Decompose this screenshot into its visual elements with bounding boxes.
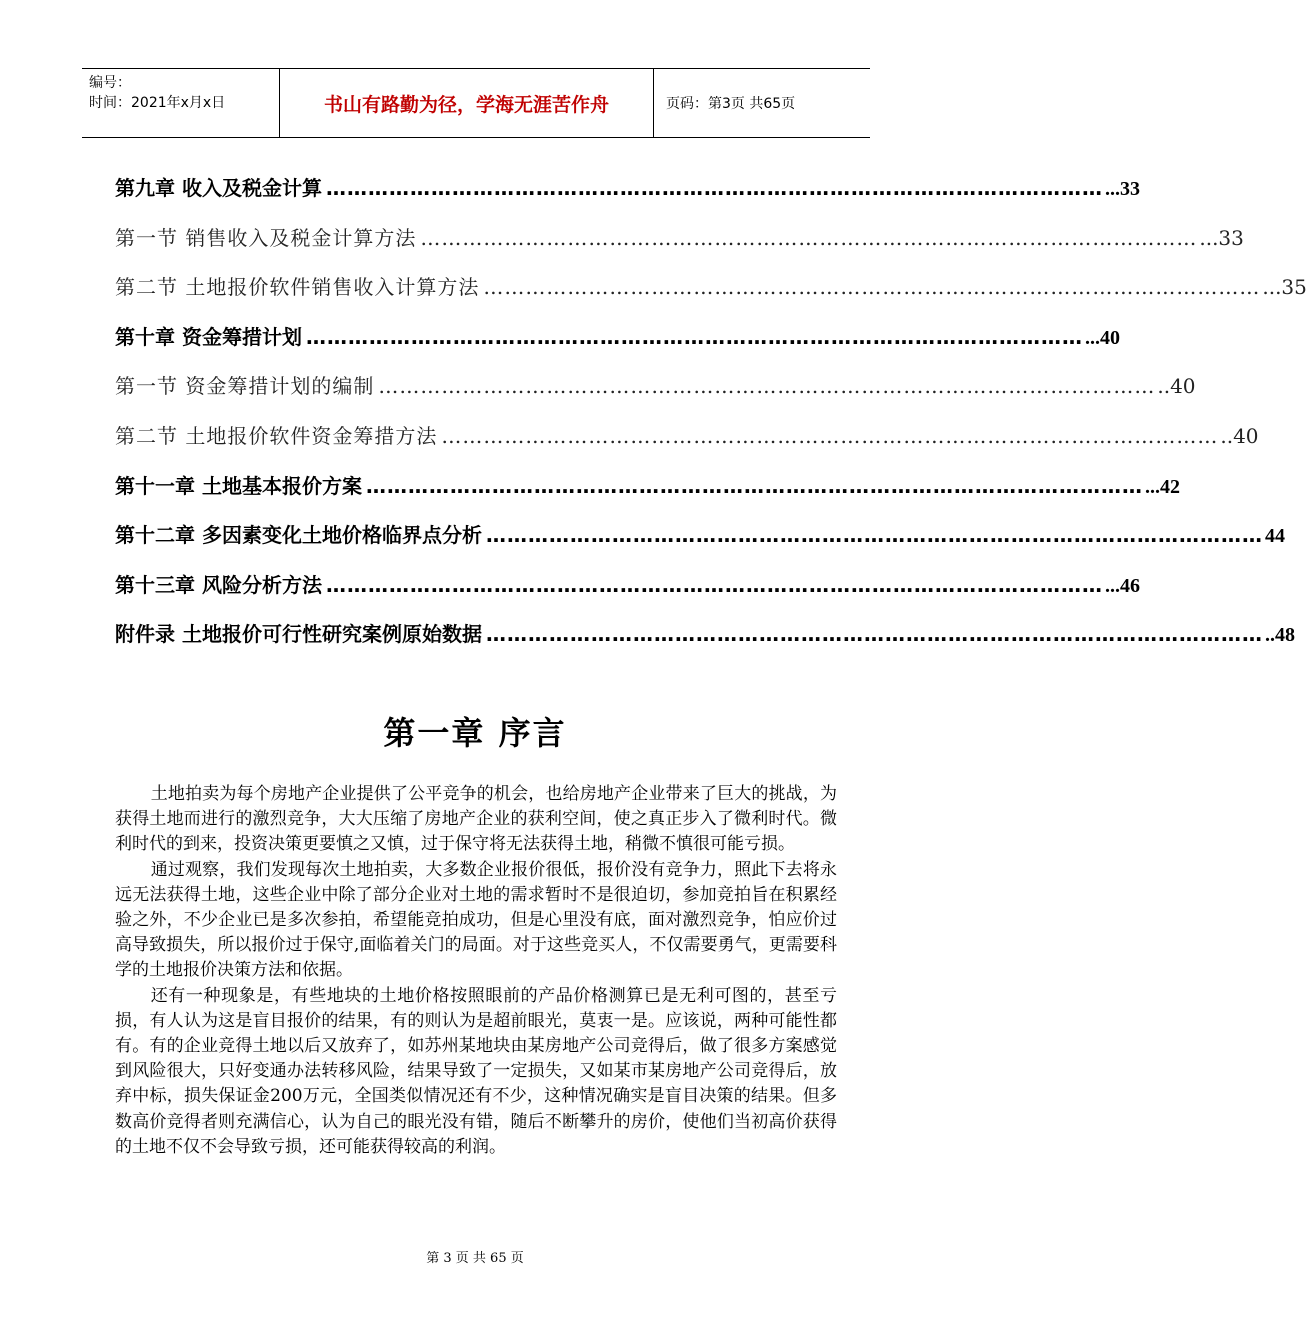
- toc-entry[interactable]: [115, 569, 1140, 619]
- toc-page: ..48: [1264, 624, 1295, 647]
- toc-entry[interactable]: [115, 470, 1180, 520]
- toc-title: 第十一章 土地基本报价方案: [115, 473, 362, 498]
- toc-page: ..40: [1157, 374, 1196, 399]
- toc-page: 44: [1264, 525, 1285, 548]
- paragraph: 土地拍卖为每个房地产企业提供了公平竞争的机会，也给房地产企业带来了巨大的挑战，为获得土地而进行的激烈竞争，大大压缩了房地产企业的获利空间，使之真正步入了微利时代。微利时代的到来，投资决策更要慎之又慎，过于保守将无法获得土地，稍微不慎很可能亏损。: [115, 784, 837, 855]
- body-text: [115, 782, 837, 1160]
- table-of-contents: [115, 172, 1307, 668]
- toc-page: ...35: [1262, 275, 1307, 300]
- toc-title: 第一节 销售收入及税金计算方法: [115, 225, 417, 250]
- page-footer: 第 3 页 共 65 页: [426, 1251, 524, 1266]
- paragraph: 通过观察，我们发现每次土地拍卖，大多数企业报价很低，报价没有竞争力，照此下去将永远无法获得土地，这些企业中除了部分企业对土地的需求暂时不是很迫切，参加竞拍旨在积累经验之外，不少企业已是多次参拍，希望能竞拍成功，但是心里没有底，面对激烈竞争，怕应价过高导致损失，所以报价过于保守,面临着关门的局面。对于这些竞买人，不仅需要勇气，更需要科学的土地报价决策方法和依据。: [115, 859, 837, 981]
- toc-title: 第十二章 多因素变化土地价格临界点分析: [115, 523, 482, 548]
- header-motto: 书山有路勤为径，学海无涯苦作舟: [280, 69, 654, 137]
- toc-leader: …………………………………………………………………………………………………: [365, 473, 1143, 498]
- toc-leader: …………………………………………………………………………………………………: [420, 225, 1198, 250]
- toc-page: ...33: [1104, 178, 1140, 200]
- toc-title: 第二节 土地报价软件销售收入计算方法: [115, 275, 480, 300]
- toc-leader: …………………………………………………………………………………………………: [441, 423, 1219, 448]
- header-meta: [82, 69, 280, 137]
- toc-page: ...42: [1144, 475, 1180, 498]
- toc-entry[interactable]: [115, 519, 1285, 569]
- toc-entry[interactable]: [115, 370, 1196, 420]
- toc-leader: …………………………………………………………………………………………………: [325, 572, 1103, 597]
- time-label: 时间：2021年x月x日: [89, 95, 226, 111]
- toc-title: 第一节 资金筹措计划的编制: [115, 374, 375, 399]
- toc-page: ...40: [1084, 326, 1120, 349]
- toc-page: ...33: [1199, 225, 1244, 250]
- toc-leader: …………………………………………………………………………………………………: [485, 523, 1263, 548]
- toc-entry[interactable]: [115, 420, 1259, 470]
- toc-title: 第二节 土地报价软件资金筹措方法: [115, 423, 438, 448]
- toc-entry[interactable]: [115, 321, 1120, 371]
- paragraph: 还有一种现象是，有些地块的土地价格按照眼前的产品价格测算已是无利可图的，甚至亏损，有人认为这是盲目报价的结果，有的则认为是超前眼光，莫衷一是。应该说，两种可能性都有。有的企业竞得土地以后又放弃了，如苏州某地块由某房地产公司竞得后，做了很多方案感觉到风险很大，只好变通办法转移风险，结果导致了一定损失，又如某市某房地产公司竞得后，放弃中标，损失保证金200万元，全国类似情况还有不少，这种情况确实是盲目决策的结果。但多数高价竞得者则充满信心，认为自己的眼光没有错，随后不断攀升的房价，使他们当初高价获得的土地不仅不会导致亏损，还可能获得较高的利润。: [115, 985, 837, 1157]
- toc-title: 第九章 收入及税金计算: [115, 176, 322, 200]
- toc-page: ...46: [1104, 574, 1140, 597]
- toc-leader: …………………………………………………………………………………………………: [483, 275, 1261, 300]
- toc-page: ..40: [1220, 423, 1259, 448]
- toc-title: 第十三章 风险分析方法: [115, 572, 322, 597]
- chapter-title: 第一章 序言: [383, 714, 567, 752]
- toc-title: 附件录 土地报价可行性研究案例原始数据: [115, 622, 482, 647]
- toc-leader: …………………………………………………………………………………………………: [485, 622, 1263, 647]
- header-page-info: 页码：第3页 共65页: [666, 96, 796, 112]
- number-label: 编号：: [89, 75, 131, 91]
- toc-entry[interactable]: [115, 618, 1295, 668]
- toc-title: 第十章 资金筹措计划: [115, 324, 302, 349]
- toc-leader: …………………………………………………………………………………………………: [378, 374, 1156, 399]
- toc-leader: …………………………………………………………………………………………………: [305, 324, 1083, 349]
- page-header: [82, 68, 870, 138]
- toc-entry[interactable]: [115, 222, 1244, 272]
- toc-entry[interactable]: [115, 271, 1307, 321]
- toc-entry[interactable]: [115, 172, 1140, 222]
- toc-leader: …………………………………………………………………………………………………: [325, 176, 1103, 200]
